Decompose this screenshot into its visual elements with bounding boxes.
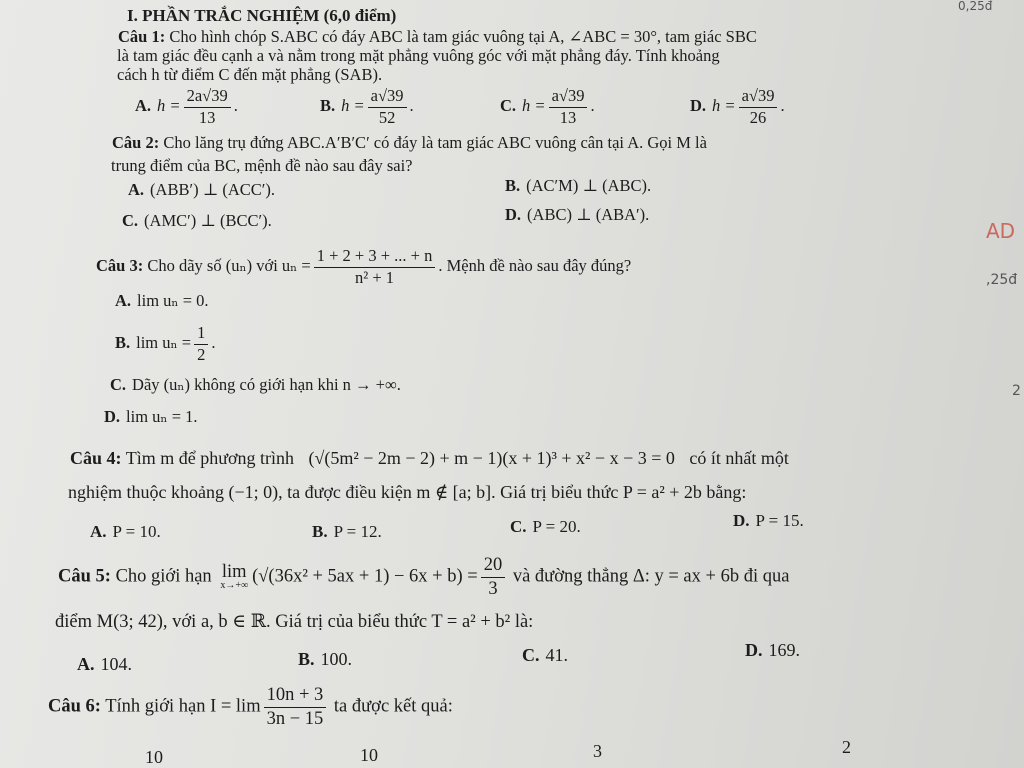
q4-option-b[interactable]: B. P = 12. — [312, 522, 382, 541]
q2-option-d[interactable]: D. (ABC) ⊥ (ABA′). — [505, 205, 650, 224]
q3-option-a[interactable]: A. lim uₙ = 0. — [115, 291, 209, 310]
q1-line1 — [118, 29, 757, 46]
q4-line1: Câu 4: Tìm m để phương trình (√(5m² − 2m − 2) + m − 1)(x + 1)³ + x² − x − 3 = 0 có ít nhất một — [70, 448, 789, 468]
q1-option-c[interactable]: C. h = $\frac{a√39}{13}$ . — [500, 86, 595, 127]
q3-option-b[interactable]: B. lim uₙ = $\frac{1}{2}$ . — [115, 323, 216, 364]
q1-label: Câu 1: — [118, 27, 166, 46]
q6-option-a-partial: 10 — [145, 747, 163, 767]
q2-label: Câu 2: — [112, 133, 160, 152]
section-title: I. PHẦN TRẮC NGHIỆM (6,0 điểm) — [127, 6, 397, 25]
q4-option-c[interactable]: C. P = 20. — [510, 517, 581, 536]
q4-equation: (√(5m² − 2m − 2) + m − 1)(x + 1)³ + x² − x − 3 = 0 — [308, 448, 675, 468]
q4-option-d[interactable]: D. P = 15. — [733, 511, 804, 530]
q2-option-c[interactable]: C. (AMC′) ⊥ (BCC′). — [122, 211, 272, 230]
q5-line1: Câu 5: Cho giới hạn lim x→+∞ (√(36x² + 5ax + 1) − 6x + b) = $\frac{20}{3}$ và đường thẳng Δ: y = ax + 6b đi qua — [58, 555, 790, 599]
q2-line2: trung điểm của BC, mệnh đề nào sau đây sai? — [111, 156, 413, 175]
margin-digit: 2 — [1012, 383, 1021, 399]
q5-option-b[interactable]: B. 100. — [298, 649, 353, 669]
q1-option-d[interactable]: D. h = $\frac{a√39}{26}$ . — [690, 86, 785, 127]
q6-label: Câu 6: — [48, 696, 101, 717]
q4-option-a[interactable]: A. P = 10. — [90, 522, 161, 541]
q1-option-b[interactable]: B. h = $\frac{a√39}{52}$ . — [320, 86, 414, 127]
q2-option-b[interactable]: B. (AC′M) ⊥ (ABC). — [505, 176, 652, 195]
q1-option-a[interactable]: A. h = $\frac{2a√39}{13}$ . — [135, 86, 238, 127]
q1-line2: là tam giác đều cạnh a và nằm trong mặt phẳng vuông góc với mặt phẳng đáy. Tính khoảng — [117, 46, 720, 65]
q1-line3: cách h từ điểm C đến mặt phẳng (SAB). — [117, 65, 383, 84]
q5-line2: điểm M(3; 42), với a, b ∈ ℝ. Giá trị của biểu thức T = a² + b² là: — [55, 612, 534, 632]
q6-stem: Câu 6: Tính giới hạn I = lim $\frac{10n + 3}{3n - 15}$ ta được kết quả: — [48, 685, 453, 729]
handwritten-note: AD — [986, 219, 1016, 243]
q3-stem: Câu 3: Cho dãy số (uₙ) với uₙ = $\frac{1 + 2 + 3 + ... + n}{\text{n² + 1}}$ . Mệnh đề nào sau đây đúng? — [96, 246, 632, 287]
q3-option-d[interactable]: D. lim uₙ = 1. — [104, 407, 198, 426]
q3-option-c[interactable]: C. Dãy (uₙ) không có giới hạn khi n → +∞. — [110, 375, 401, 394]
q5-option-d[interactable]: D. 169. — [745, 640, 800, 660]
q2-option-a[interactable]: A. (ABB′) ⊥ (ACC′). — [128, 180, 275, 199]
margin-score: ,25đ — [986, 272, 1018, 288]
q4-label: Câu 4: — [70, 448, 122, 468]
score-note: 0,25đ — [958, 0, 993, 13]
q6-option-d-partial: 2 — [842, 737, 851, 757]
q3-label: Câu 3: — [96, 255, 144, 275]
q6-option-b-partial: 10 — [360, 745, 378, 765]
q5-option-a[interactable]: A. 104. — [77, 654, 132, 674]
q5-option-c[interactable]: C. 41. — [522, 645, 568, 665]
q5-label: Câu 5: — [58, 566, 111, 587]
q2-line1: Câu 2: Cho lăng trụ đứng ABC.A′B′C′ có đáy là tam giác ABC vuông cân tại A. Gọi M là — [112, 133, 707, 152]
q6-option-c-partial: 3 — [593, 741, 602, 761]
q4-line2: nghiệm thuộc khoảng (−1; 0), ta được điều kiện m ∉ [a; b]. Giá trị biểu thức P = a² + 2b bằng: — [68, 482, 747, 502]
q1-text-1: Cho hình chóp S.ABC có đáy ABC là tam giác vuông tại A, ∠ABC = 30°, tam giác SBC — [169, 27, 757, 46]
